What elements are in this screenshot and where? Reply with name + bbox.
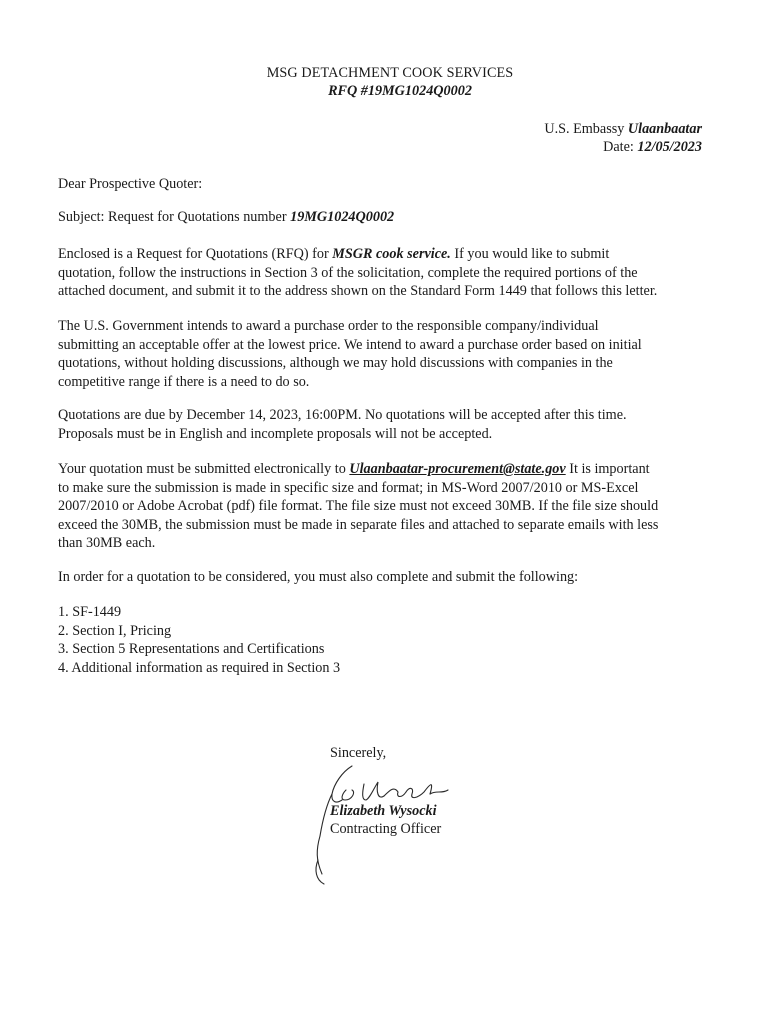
para2-line4: competitive range if there is a need to do so. [58, 373, 310, 390]
para3-line1: Quotations are due by December 14, 2023, 16:00PM. No quotations will be accepted after this time. [58, 407, 627, 423]
para5-text: In order for a quotation to be considered, you must also complete and submit the following: [58, 569, 579, 585]
paragraph-deadline [58, 406, 718, 443]
closing: Sincerely, [330, 745, 387, 761]
list-item: 3. Section 5 Representations and Certifications [58, 641, 325, 658]
para4-line5: than 30MB each. [58, 535, 156, 551]
paragraph-award [58, 317, 718, 391]
para4-line4: exceed the 30MB, the submission must be made in separate files and attached to separate emails with less [58, 516, 659, 533]
para1-line2: quotation, follow the instructions in Section 3 of the solicitation, complete the required portions of the [58, 264, 638, 281]
header-title: MSG DETACHMENT COOK SERVICES [266, 65, 514, 81]
para1-line3: attached document, and submit it to the address shown on the Standard Form 1449 that follows this letter. [58, 283, 658, 299]
salutation-text: Dear Prospective Quoter: [58, 176, 203, 192]
requirements-list [58, 603, 718, 677]
para2-line1: The U.S. Government intends to award a purchase order to the responsible company/individual [58, 318, 599, 334]
signer-name: Elizabeth Wysocki [330, 803, 437, 819]
para3-line2: Proposals must be in English and incomplete proposals will not be accepted. [58, 425, 493, 442]
header-rfq-number: RFQ #19MG1024Q0002 [328, 83, 472, 99]
date-label: Date: [603, 139, 638, 155]
para1-line1a: Enclosed is a Request for Quotations (RFQ) for [58, 246, 333, 262]
date-value: 12/05/2023 [637, 139, 702, 155]
list-item: 4. Additional information as required in Section 3 [58, 659, 341, 676]
subject-number: 19MG1024Q0002 [290, 209, 395, 225]
procurement-email-link[interactable]: Ulaanbaatar-procurement@state.gov [349, 461, 566, 477]
signature-block [330, 744, 510, 874]
subject-label: Subject: Request for Quotations number [58, 209, 291, 225]
salutation [58, 175, 718, 194]
para4-line1c: It is important [565, 461, 650, 477]
list-item: 1. SF-1449 [58, 604, 122, 620]
embassy-prefix: U.S. Embassy [544, 121, 628, 137]
para4-line1a: Your quotation must be submitted electronically to [58, 461, 350, 477]
list-item: 2. Section I, Pricing [58, 622, 172, 639]
date-line [544, 138, 702, 156]
embassy-date-block [544, 120, 702, 156]
signer-title: Contracting Officer [330, 821, 442, 837]
service-name: MSGR cook service. [332, 246, 451, 262]
paragraph-submission [58, 460, 718, 553]
embassy-city: Ulaanbaatar [627, 121, 702, 137]
embassy-line [544, 120, 702, 138]
para4-line2: to make sure the submission is made in specific size and format; in MS-Word 2007/2010 or MS-Excel [58, 479, 639, 496]
subject-line [58, 208, 718, 227]
para2-line3: quotations, without holding discussions, although we may hold discussions with companies in the [58, 355, 613, 371]
paragraph-rfq-intro [58, 245, 718, 301]
para4-line3: 2007/2010 or Adobe Acrobat (pdf) file format. The file size must not exceed 30MB. If the file size should [58, 498, 659, 514]
letter-header [0, 64, 770, 100]
para1-line1c: If you would like to submit [450, 246, 610, 262]
para2-line2: submitting an acceptable offer at the lowest price. We intend to award a purchase order based on initial [58, 336, 642, 353]
paragraph-requirements-intro [58, 568, 718, 587]
